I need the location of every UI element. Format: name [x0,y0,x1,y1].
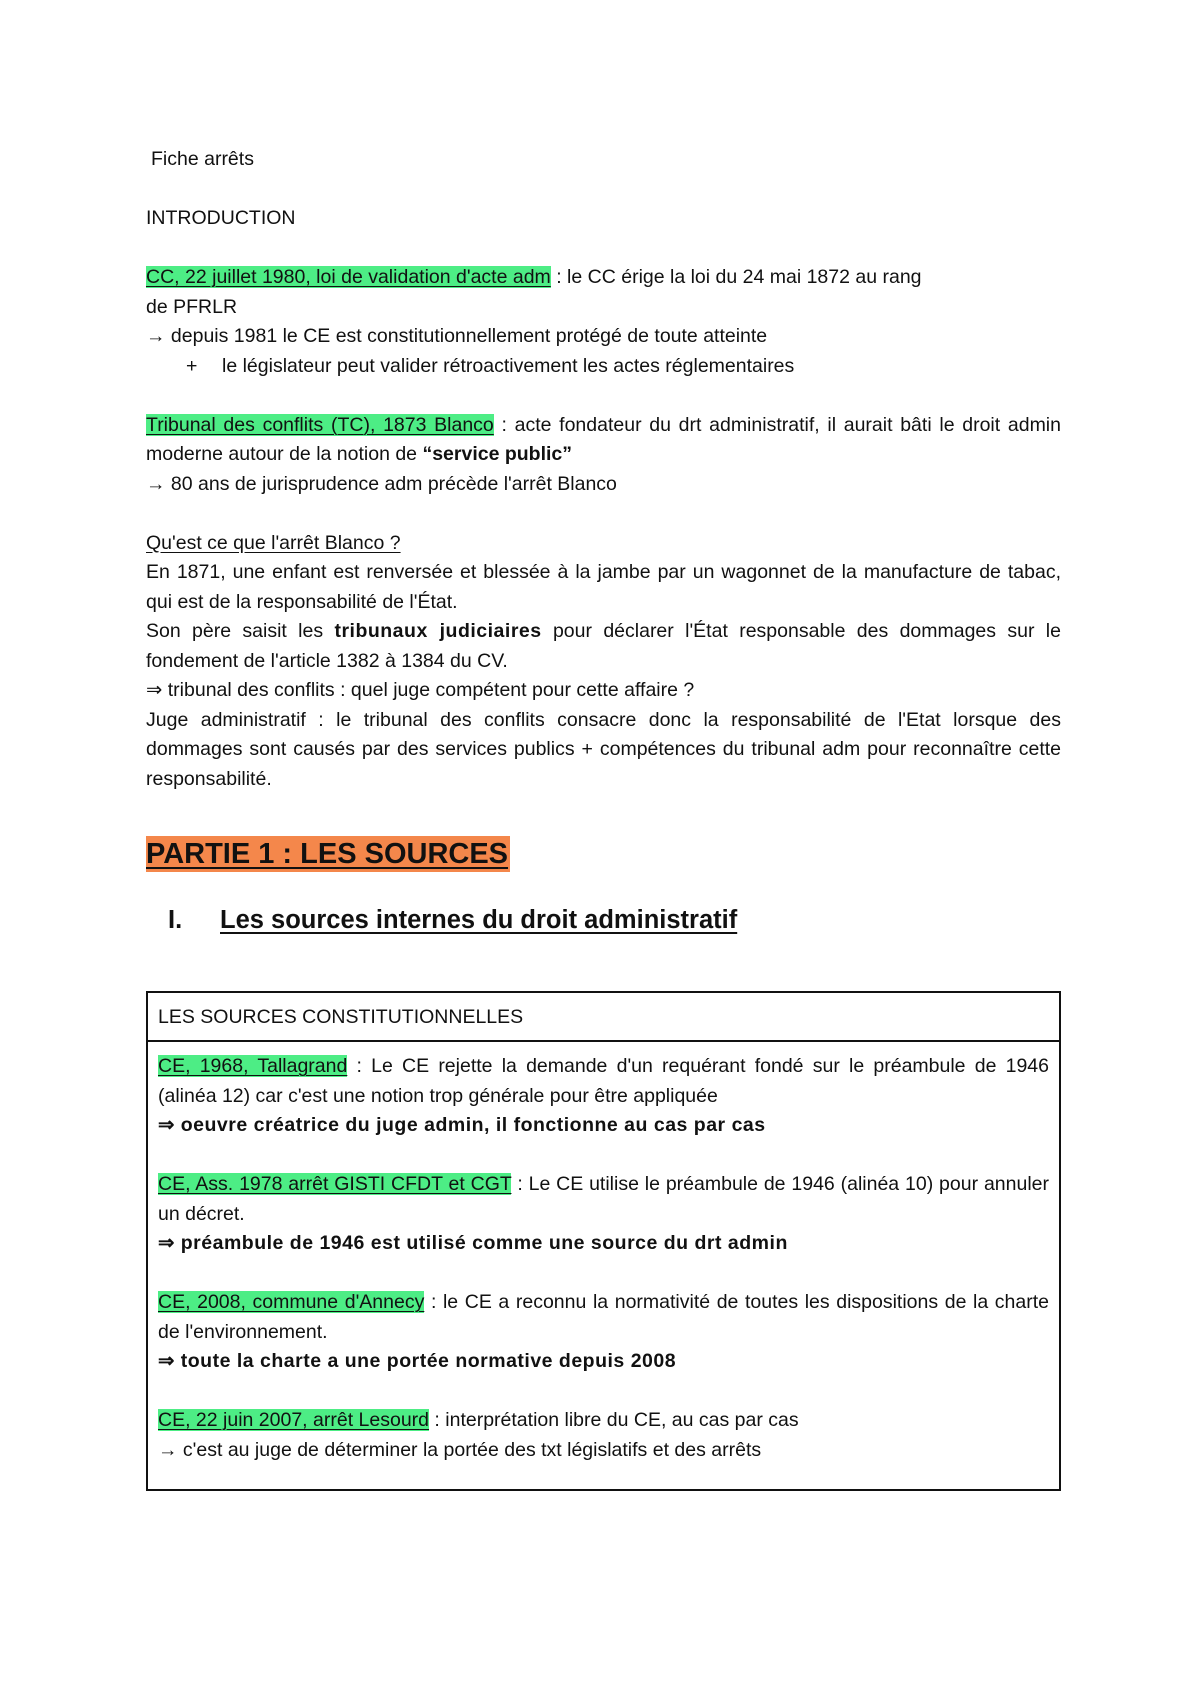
table-entry-annecy [158,1288,1049,1377]
ref-highlight-blanco: Tribunal des conflits (TC), 1873 Blanco [146,413,494,436]
entry-text: : interprétation libre du CE, au cas par cas [429,1409,799,1431]
table-entry-tallagrand [158,1052,1049,1141]
p3-s3: ⇒ tribunal des conflits : quel juge compétent pour cette affaire ? [146,679,695,701]
intro-heading: INTRODUCTION [146,207,296,229]
ref-highlight-lesourd: CE, 22 juin 2007, arrêt Lesourd [158,1409,430,1431]
table-entry-gisti [158,1170,1049,1259]
p1-arrow-line: → depuis 1981 le CE est constitutionnellement protégé de toute atteinte [146,325,768,347]
entry-text: : Le CE rejette la demande d'un requérant fondé sur le préambule de 1946 (alinéa 12) car c'est une notion trop générale pour être appliquée [158,1055,1049,1107]
p1-text-line2: de PFRLR [146,295,238,318]
p2-arrow-line: → 80 ans de jurisprudence adm précède l'arrêt Blanco [146,472,617,495]
p1-plus-line [146,352,1061,382]
paragraph-blanco-explanation [146,529,1061,795]
paragraph-blanco [146,411,1061,500]
table-entry-lesourd [158,1406,1049,1465]
entry-arrow-line: → c'est au juge de déterminer la portée des txt législatifs et des arrêts [158,1438,762,1461]
document-content [146,145,1061,1491]
p3-s2 [146,617,1061,676]
p3-s2-b: pour déclarer l'État responsable des dommages sur le fondement de l'article 1382 à 1384 du CV. [146,620,1061,672]
ref-highlight-cc-1980: CC, 22 juillet 1980, loi de validation d'acte adm [146,266,551,288]
entry-conclusion: ⇒ préambule de 1946 est utilisé comme une source du drt admin [158,1232,788,1254]
table-header: LES SOURCES CONSTITUTIONNELLES [148,993,1059,1043]
p3-s4: Juge administratif : le tribunal des conflits consacre donc la responsabilité de l'Etat lorsque des dommages sont causés par des services publics + compétences du tribunal adm pour reconnaître cette responsabilité. [146,708,1061,790]
ref-highlight-annecy: CE, 2008, commune d'Annecy [158,1291,425,1313]
sources-table [146,991,1061,1492]
p3-s1: En 1871, une enfant est renversée et blessée à la jambe par un wagonnet de la manufacture de tabac, qui est de la responsabilité de l'État. [146,561,1061,613]
p1-text-rest: : le CC érige la loi du 24 mai 1872 au rang [550,266,922,288]
p3-s2-bold: tribunaux judiciaires [334,620,542,642]
p3-question: Qu'est ce que l'arrêt Blanco ? [146,531,401,554]
p2-bold-service-public: “service public” [422,443,573,465]
entry-conclusion: ⇒ oeuvre créatrice du juge admin, il fonctionne au cas par cas [158,1114,766,1136]
entry-text: : le CE a reconnu la normativité de toutes les dispositions de la charte de l'environnement. [158,1291,1049,1343]
table-body [148,1042,1059,1489]
section-1-title: Les sources internes du droit administratif [220,905,738,934]
paragraph-cc-1980 [146,263,1061,381]
section-1-heading [146,903,1061,937]
plus-bullet: + [186,354,198,377]
entry-conclusion: ⇒ toute la charte a une portée normative depuis 2008 [158,1350,677,1372]
p2-text: : acte fondateur du drt administratif, il aurait bâti le droit admin moderne autour de la notion de [146,413,1061,465]
part-1-title: PARTIE 1 : LES SOURCES [146,838,509,870]
entry-text: : Le CE utilise le préambule de 1946 (alinéa 10) pour annuler un décret. [158,1173,1049,1225]
p1-plus-text: le législateur peut valider rétroactivement les actes réglementaires [222,354,795,377]
document-title: Fiche arrêts [151,148,254,170]
ref-highlight-gisti: CE, Ass. 1978 arrêt GISTI CFDT et CGT [158,1173,512,1195]
p3-s2-a: Son père saisit les [146,620,335,642]
ref-highlight-tallagrand: CE, 1968, Tallagrand [158,1055,348,1077]
section-1-number: I. [168,905,183,934]
